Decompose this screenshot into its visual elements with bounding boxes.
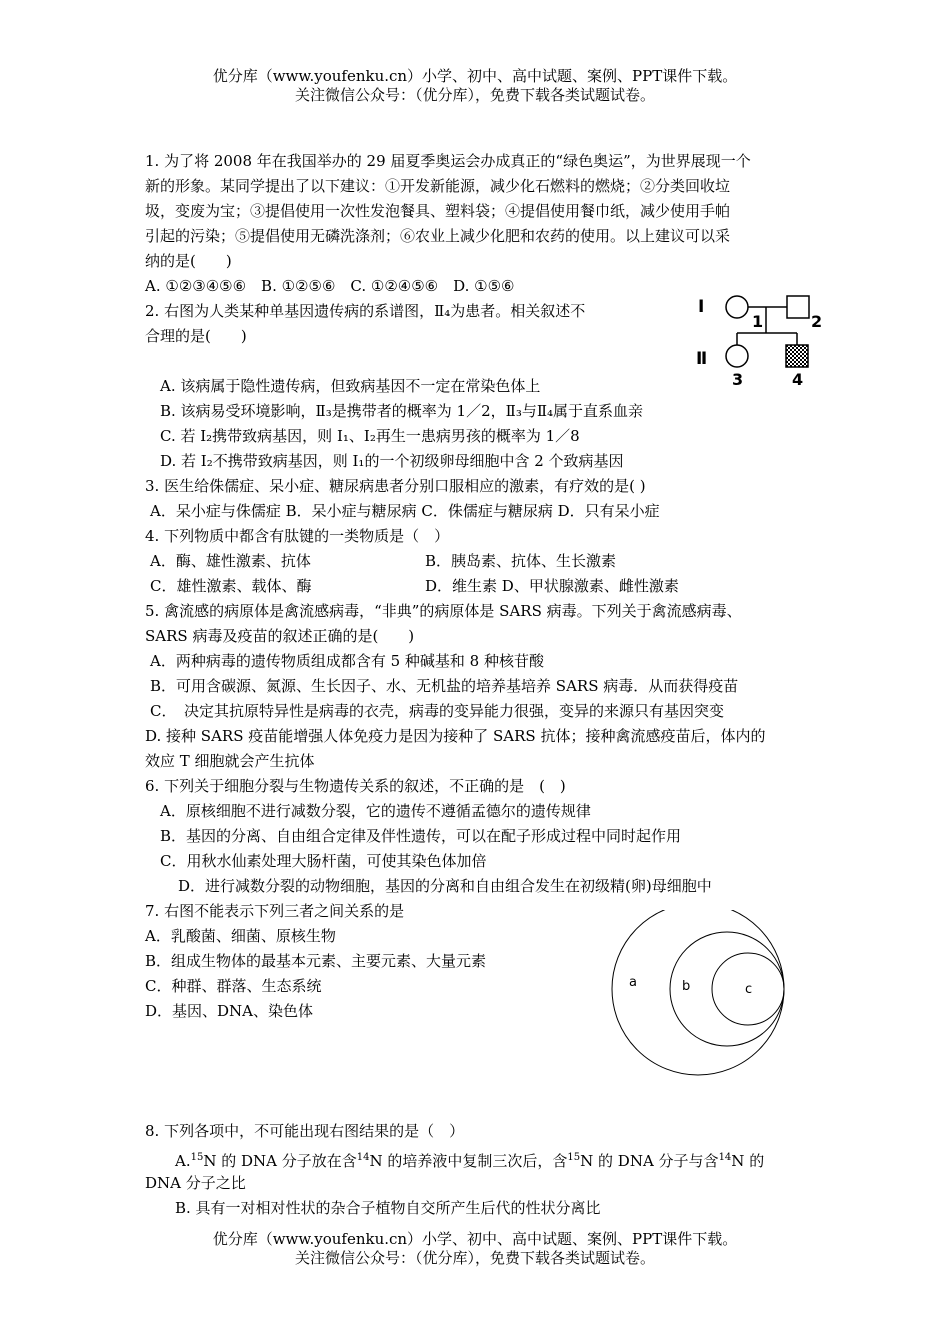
q5-option-b: B．可用含碳源、氮源、生长因子、水、无机盐的培养基培养 SARS 病毒．从而获得疫苗: [150, 677, 739, 695]
q8-a-mid-2: N 的培养液中复制三次后，含: [369, 1152, 568, 1170]
q5-line-1: 5. 禽流感的病原体是禽流感病毒，“非典”的病原体是 SARS 病毒。下列关于禽流感病毒、: [145, 602, 742, 620]
q2-option-c: C. 若 I₂携带致病基因，则 I₁、I₂再生一患病男孩的概率为 1／8: [160, 427, 580, 445]
q4-option-c: C．雄性激素、载体、酶: [150, 577, 312, 595]
q5-line-2: SARS 病毒及疫苗的叙述正确的是( ): [145, 627, 415, 645]
q8-a-sup-14-second: 14: [718, 1152, 732, 1163]
q1-line-2: 新的形象。某同学提出了以下建议：①开发新能源，减少化石燃料的燃烧；②分类回收垃: [145, 177, 731, 195]
nested-circles-diagram: [608, 910, 788, 1090]
q4-option-a: A．酶、雄性激素、抗体: [150, 552, 311, 570]
q3-options: A．呆小症与侏儒症 B．呆小症与糖尿病 C．侏儒症与糖尿病 D．只有呆小症: [150, 502, 660, 520]
q7-option-d: D．基因、DNA、染色体: [145, 1002, 314, 1020]
q2-option-b: B. 该病易受环境影响，Ⅱ₃是携带者的概率为 1／2，Ⅱ₃与Ⅱ₄属于直系血亲: [160, 402, 644, 420]
q4-option-d: D．维生素 D、甲状腺激素、雌性激素: [425, 577, 679, 595]
q7-option-b: B．组成生物体的最基本元素、主要元素、大量元素: [145, 952, 487, 970]
pedigree-gen-1-label: I: [698, 297, 705, 317]
q7-option-c: C．种群、群落、生态系统: [145, 977, 322, 995]
circle-a-label: a: [629, 975, 637, 990]
q5-option-d-line-1: D. 接种 SARS 疫苗能增强人体免疫力是因为接种了 SARS 抗体；接种禽流感疫苗后，体内的: [145, 727, 766, 745]
q8-option-a-line-2: DNA 分子之比: [145, 1174, 246, 1192]
q8-a-pre: A.: [175, 1152, 191, 1170]
q2-option-a: A. 该病属于隐性遗传病，但致病基因不一定在常染色体上: [160, 377, 541, 395]
q5-option-c: C． 决定其抗原特异性是病毒的衣壳，病毒的变异能力很强，变异的来源只有基因突变: [150, 702, 724, 720]
q8-line-1: 8. 下列各项中，不可能出现右图结果的是（ ）: [145, 1122, 465, 1140]
q2-option-d: D. 若 I₂不携带致病基因，则 I₁的一个初级卵母细胞中含 2 个致病基因: [160, 452, 624, 470]
q1-options: A. ①②③④⑤⑥ B. ①②⑤⑥ C. ①②④⑤⑥ D. ①⑤⑥: [145, 277, 515, 295]
pedigree-i1-female: [726, 296, 748, 318]
q2-line-2: 合理的是( ): [145, 327, 247, 345]
circle-a: [612, 910, 784, 1075]
q8-a-sup-15-second: 15: [567, 1152, 581, 1163]
q5-option-a: A．两种病毒的遗传物质组成都含有 5 种碱基和 8 种核苷酸: [150, 652, 544, 670]
q7-line-1: 7. 右图不能表示下列三者之间关系的是: [145, 902, 405, 920]
q7-option-a: A．乳酸菌、细菌、原核生物: [145, 927, 336, 945]
q2-line-1: 2. 右图为人类某种单基因遗传病的系谱图，Ⅱ₄为患者。相关叙述不: [145, 302, 586, 320]
pedigree-label-4: 4: [792, 370, 804, 389]
pedigree-label-2: 2: [811, 312, 823, 331]
q6-line-1: 6. 下列关于细胞分裂与生物遗传关系的叙述，不正确的是 ( ): [145, 777, 566, 795]
circle-b-label: b: [682, 979, 691, 994]
q6-option-b: B．基因的分离、自由组合定律及伴性遗传，可以在配子形成过程中同时起作用: [160, 827, 682, 845]
footer-line-1: 优分库（www.youfenku.cn）小学、初中、高中试题、案例、PPT课件下载。: [212, 1230, 738, 1248]
q1-line-3: 圾，变废为宝；③提倡使用一次性发泡餐具、塑料袋；④提倡使用餐巾纸，减少使用手帕: [145, 202, 731, 220]
header-line-2: 关注微信公众号：（优分库），免费下载各类试题试卷。: [294, 86, 655, 104]
circle-c-label: c: [745, 982, 753, 997]
pedigree-i2-male: [787, 296, 809, 318]
q8-a-sup-14-first: 14: [356, 1152, 370, 1163]
pedigree-label-3: 3: [732, 370, 744, 389]
q8-option-a-line-1: [175, 1147, 764, 1172]
q3-line-1: 3. 医生给侏儒症、呆小症、糖尿病患者分别口服相应的激素，有疗效的是( ): [145, 477, 646, 495]
pedigree-chart: [690, 285, 830, 390]
pedigree-gen-2-label: Ⅱ: [696, 349, 708, 369]
q8-a-mid-3: N 的 DNA 分子与含: [580, 1152, 719, 1170]
q8-a-end: N 的: [731, 1152, 765, 1170]
header-line-1: 优分库（www.youfenku.cn）小学、初中、高中试题、案例、PPT课件下载。: [212, 67, 738, 85]
q5-option-d-line-2: 效应 T 细胞就会产生抗体: [145, 752, 315, 770]
q4-option-b: B．胰岛素、抗体、生长激素: [425, 552, 617, 570]
q8-option-b: B. 具有一对相对性状的杂合子植物自交所产生后代的性状分离比: [175, 1199, 601, 1217]
q6-option-d: D．进行减数分裂的动物细胞，基因的分离和自由组合发生在初级精(卵)母细胞中: [178, 877, 712, 895]
pedigree-label-1: 1: [752, 312, 764, 331]
footer-line-2: 关注微信公众号：（优分库），免费下载各类试题试卷。: [294, 1249, 655, 1267]
q8-a-mid-1: N 的 DNA 分子放在含: [203, 1152, 357, 1170]
pedigree-ii3-female: [726, 345, 748, 367]
q4-line-1: 4. 下列物质中都含有肽键的一类物质是（ ）: [145, 527, 450, 545]
q6-option-a: A．原核细胞不进行减数分裂，它的遗传不遵循孟德尔的遗传规律: [160, 802, 591, 820]
q8-a-sup-15-first: 15: [190, 1152, 204, 1163]
q1-line-1: 1. 为了将 2008 年在我国举办的 29 届夏季奥运会办成真正的“绿色奥运”，为世界展现一个: [145, 152, 751, 170]
pedigree-ii4-affected-male: [786, 345, 808, 367]
q1-line-5: 纳的是( ): [145, 252, 232, 270]
q6-option-c: C．用秋水仙素处理大肠杆菌，可使其染色体加倍: [160, 852, 487, 870]
q1-line-4: 引起的污染；⑤提倡使用无磷洗涤剂；⑥农业上减少化肥和农药的使用。以上建议可以采: [145, 227, 731, 245]
